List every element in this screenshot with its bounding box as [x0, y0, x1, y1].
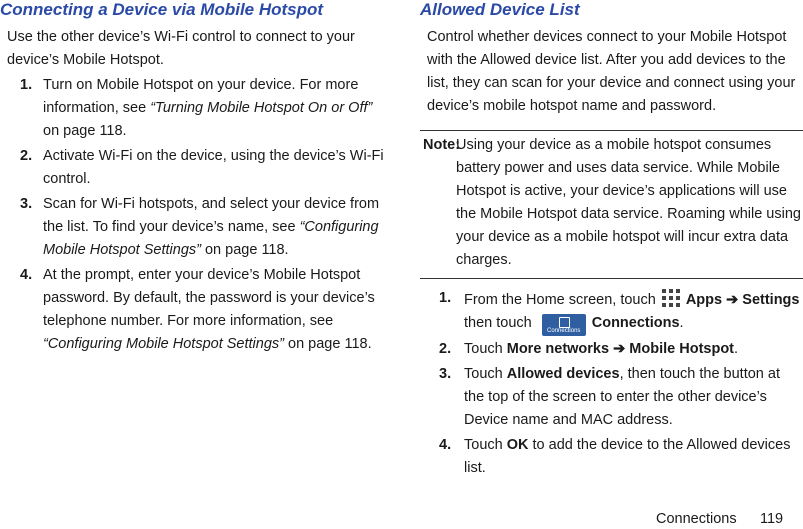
section-heading-connecting: Connecting a Device via Mobile Hotspot	[0, 0, 324, 19]
step-number: 2.	[439, 341, 452, 357]
step-item	[420, 363, 803, 432]
arrow-glyph: ➔	[722, 292, 743, 308]
step-text: on page 118.	[43, 123, 127, 139]
step-text: Touch	[464, 366, 507, 382]
step-number: 1.	[439, 290, 452, 306]
step-text: Touch	[464, 437, 507, 453]
step-item	[0, 264, 384, 356]
step-text: on page 118.	[200, 242, 289, 258]
apps-menu-label: Apps	[685, 292, 723, 308]
step-item	[0, 74, 384, 143]
section-heading-allowed-device-list: Allowed Device List	[420, 0, 580, 19]
step-number: 4.	[20, 267, 33, 283]
more-networks-label: More networks	[506, 341, 610, 357]
note-box	[420, 130, 803, 279]
page-number: 119	[760, 511, 784, 527]
left-column	[0, 0, 384, 356]
connections-glyph-icon	[559, 317, 570, 328]
footer-section-name: Connections	[656, 511, 737, 527]
step-text: .	[734, 341, 739, 357]
settings-menu-label: Settings	[742, 292, 800, 308]
connections-label: Connections	[591, 315, 680, 331]
step-number: 1.	[20, 77, 33, 93]
step-number: 3.	[439, 366, 452, 382]
step-text: Touch	[464, 341, 507, 357]
step-text: From the Home screen, touch	[464, 292, 656, 308]
cross-reference-link[interactable]: “Turning Mobile Hotspot On or Off”	[150, 100, 373, 116]
allowed-devices-label: Allowed devices	[506, 366, 620, 382]
cross-reference-link[interactable]: “Configuring Mobile Hotspot Settings”	[43, 336, 284, 352]
step-text: At the prompt, enter your device’s Mobile Hotspot password. By default, the password is your device’s telephone number. For more information, see	[43, 267, 375, 329]
step-text: .	[679, 315, 684, 331]
step-item	[420, 287, 803, 336]
step-text: on page 118.	[283, 336, 372, 352]
step-text: then touch	[464, 315, 532, 331]
cross-reference-link[interactable]: “Configuring Mobile Hotspot Settings”	[43, 219, 379, 258]
step-text: Scan for Wi-Fi hotspots, and select your device from the list. To find your device’s name, see	[43, 196, 380, 235]
steps-list	[420, 287, 803, 480]
connections-tab-icon	[542, 314, 586, 336]
intro-paragraph: Use the other device’s Wi-Fi control to connect to your device’s Mobile Hotspot.	[7, 29, 355, 68]
mobile-hotspot-label: Mobile Hotspot	[629, 341, 735, 357]
step-item	[0, 193, 384, 262]
step-text: Activate Wi-Fi on the device, using the device’s Wi-Fi control.	[43, 148, 384, 187]
step-item	[420, 434, 803, 480]
apps-grid-icon	[660, 287, 682, 309]
step-item	[420, 338, 803, 361]
arrow-glyph: ➔	[609, 341, 630, 357]
connections-icon-caption: Connections	[547, 328, 581, 334]
intro-paragraph: Control whether devices connect to your Mobile Hotspot with the Allowed device list. After you add devices to the list, they can scan for your device and connect using your device’s mobile hotspot name and password.	[427, 29, 796, 114]
ok-label: OK	[506, 437, 529, 453]
note-text: Using your device as a mobile hotspot consumes battery power and uses data service. While Mobile Hotspot is active, your device’s applications will use the Mobile Hotspot data service. Roaming while using your device as a mobile hotspot will incur extra data charges.	[456, 137, 801, 268]
note-label: Note:	[423, 137, 461, 153]
step-number: 3.	[20, 196, 33, 212]
right-column	[420, 0, 803, 480]
step-number: 2.	[20, 148, 33, 164]
step-text: , then touch the button at the top of the screen to enter the other device’s Device name and MAC address.	[464, 366, 780, 428]
step-item	[0, 145, 384, 191]
step-number: 4.	[439, 437, 452, 453]
step-text: to add the device to the Allowed devices list.	[464, 437, 791, 476]
step-text: Turn on Mobile Hotspot on your device. For more information, see	[43, 77, 359, 116]
